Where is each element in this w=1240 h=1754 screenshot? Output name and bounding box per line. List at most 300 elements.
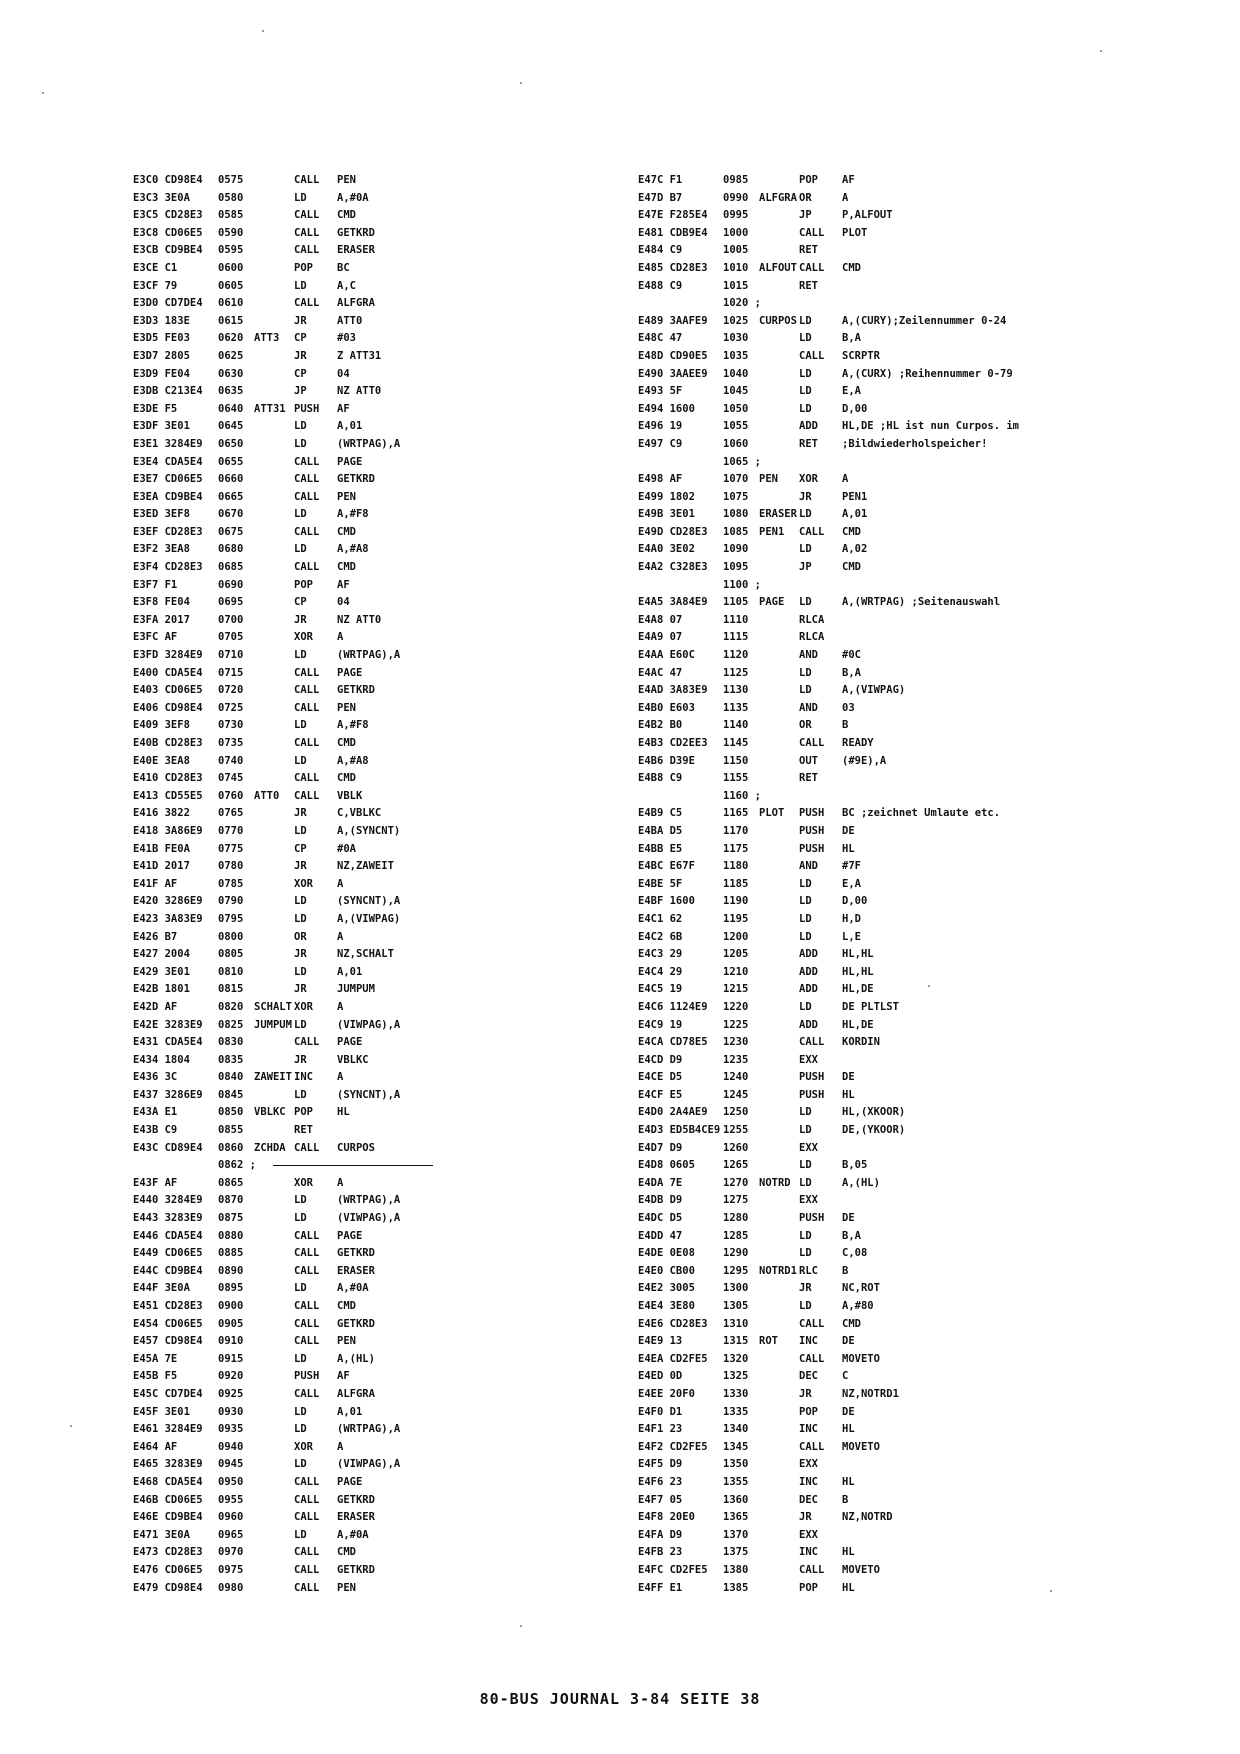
listing-address: E403 CD06E5 — [133, 684, 203, 697]
listing-row — [133, 1562, 603, 1580]
listing-opcode: JR — [294, 860, 307, 873]
listing-address: E43B C9 — [133, 1124, 178, 1137]
listing-line-number: 1325 — [723, 1370, 749, 1383]
listing-line-number: 1185 — [723, 877, 749, 890]
listing-operand: A — [337, 1176, 344, 1189]
listing-line-number: 1310 — [723, 1317, 749, 1330]
listing-address: E4FC CD2FE5 — [638, 1563, 708, 1576]
listing-line-number: 1035 — [723, 349, 749, 362]
listing-address: E3E7 CD06E5 — [133, 473, 203, 486]
listing-address: E44F 3E0A — [133, 1282, 190, 1295]
listing-row — [133, 1580, 603, 1598]
listing-opcode: CALL — [294, 209, 320, 222]
listing-line-number: 0625 — [218, 349, 244, 362]
listing-line-number: 0945 — [218, 1458, 244, 1471]
listing-opcode: CALL — [294, 1493, 320, 1506]
listing-address: E434 1804 — [133, 1053, 190, 1066]
listing-operand: ERASER — [337, 1264, 375, 1277]
listing-row — [638, 1157, 1128, 1175]
listing-operand: NZ,NOTRD — [842, 1511, 893, 1524]
listing-opcode: CALL — [294, 561, 320, 574]
listing-operand: CMD — [337, 209, 356, 222]
listing-label: ATT3 — [254, 332, 280, 345]
listing-address: E4ED 0D — [638, 1370, 683, 1383]
listing-row — [133, 401, 603, 419]
listing-address: E4D8 0605 — [638, 1159, 695, 1172]
listing-line-number: 1170 — [723, 824, 749, 837]
listing-address: E454 CD06E5 — [133, 1317, 203, 1330]
listing-address: E4C2 6B — [638, 930, 683, 943]
listing-opcode: CALL — [799, 226, 825, 239]
listing-address: E3DE F5 — [133, 402, 178, 415]
listing-operand: ATT0 — [337, 314, 363, 327]
listing-operand: NZ ATT0 — [337, 613, 382, 626]
listing-opcode: LD — [799, 385, 812, 398]
listing-address: E484 C9 — [638, 244, 683, 257]
listing-line-number: 1000 — [723, 226, 749, 239]
listing-operand: HL — [842, 1475, 855, 1488]
listing-operand: A,(CURX) ;Reihennummer 0-79 — [842, 367, 1013, 380]
listing-row — [133, 1034, 603, 1052]
listing-operand: PEN — [337, 174, 356, 186]
listing-line-number: 0875 — [218, 1212, 244, 1225]
listing-line-number: 0870 — [218, 1194, 244, 1207]
listing-opcode: JR — [799, 1282, 812, 1295]
listing-operand: B — [842, 1264, 849, 1277]
listing-line-number: 1320 — [723, 1352, 749, 1365]
listing-row — [133, 841, 603, 859]
listing-row — [638, 735, 1128, 753]
listing-row — [638, 770, 1128, 788]
listing-opcode: AND — [799, 701, 818, 714]
listing-opcode: LD — [294, 543, 307, 556]
listing-address: E4D3 ED5B4CE9 — [638, 1124, 721, 1137]
listing-line-number: 1155 — [723, 772, 749, 785]
listing-opcode: CALL — [799, 1317, 825, 1330]
listing-address: E3F7 F1 — [133, 578, 178, 591]
listing-address: E4CD D9 — [638, 1053, 683, 1066]
listing-opcode: PUSH — [799, 1212, 825, 1225]
listing-address: E4C4 29 — [638, 965, 683, 978]
listing-opcode: CALL — [294, 1247, 320, 1260]
listing-line-number: 0835 — [218, 1053, 244, 1066]
listing-row — [133, 1175, 603, 1193]
listing-opcode: JR — [799, 1511, 812, 1524]
listing-operand: A,02 — [842, 543, 868, 556]
listing-line-number: 0680 — [218, 543, 244, 556]
listing-opcode: CALL — [294, 666, 320, 679]
listing-address: E4EA CD2FE5 — [638, 1352, 708, 1365]
listing-operand: (WRTPAG),A — [337, 1423, 401, 1436]
listing-opcode: JP — [799, 561, 812, 574]
listing-line-number: 1160 ; — [723, 789, 761, 802]
listing-address: E3D7 2805 — [133, 349, 190, 362]
listing-row — [638, 1175, 1128, 1193]
listing-row — [133, 1333, 603, 1351]
listing-opcode: LD — [294, 279, 307, 292]
listing-address: E4A8 07 — [638, 613, 683, 626]
listing-operand: DE — [842, 1071, 855, 1084]
listing-row — [133, 1122, 603, 1140]
listing-line-number: 0975 — [218, 1563, 244, 1576]
listing-opcode: CALL — [294, 1387, 320, 1400]
listing-opcode: LD — [294, 508, 307, 521]
listing-label: ATT31 — [254, 402, 286, 415]
listing-row — [133, 1439, 603, 1457]
listing-line-number: 0640 — [218, 402, 244, 415]
listing-line-number: 1165 — [723, 807, 749, 820]
listing-line-number: 1150 — [723, 754, 749, 767]
scan-speck — [262, 30, 264, 32]
listing-opcode: LD — [799, 367, 812, 380]
listing-row — [638, 1017, 1128, 1035]
listing-operand: L,E — [842, 930, 861, 943]
listing-row — [133, 981, 603, 999]
listing-opcode: LD — [294, 824, 307, 837]
listing-opcode: XOR — [294, 1176, 313, 1189]
listing-line-number: 1265 — [723, 1159, 749, 1172]
listing-address: E3E1 3284E9 — [133, 437, 203, 450]
listing-operand: A,01 — [337, 1405, 363, 1418]
listing-row — [638, 1421, 1128, 1439]
listing-address: E4B3 CD2EE3 — [638, 737, 708, 749]
listing-operand: A,(HL) — [337, 1352, 375, 1365]
listing-operand: A,(HL) — [842, 1176, 880, 1189]
listing-line-number: 0730 — [218, 719, 244, 732]
listing-opcode: LD — [294, 1282, 307, 1295]
listing-operand: HL — [842, 1546, 855, 1559]
listing-operand: MOVETO — [842, 1440, 880, 1453]
listing-row — [133, 1052, 603, 1070]
listing-address: E413 CD55E5 — [133, 789, 203, 802]
listing-opcode: LD — [294, 1528, 307, 1541]
listing-opcode: LD — [799, 895, 812, 908]
scan-speck — [520, 82, 522, 84]
listing-operand: 03 — [842, 701, 855, 714]
listing-operand: #03 — [337, 332, 356, 345]
listing-opcode: EXX — [799, 1194, 818, 1207]
listing-row — [133, 876, 603, 894]
listing-line-number: 1230 — [723, 1036, 749, 1049]
listing-address: E3ED 3EF8 — [133, 508, 190, 521]
listing-opcode: CALL — [294, 1546, 320, 1559]
listing-operand: 04 — [337, 596, 350, 609]
listing-row — [638, 1210, 1128, 1228]
listing-opcode: LD — [799, 508, 812, 521]
listing-row — [133, 1368, 603, 1386]
scan-speck — [1100, 50, 1102, 52]
listing-row — [133, 858, 603, 876]
listing-row — [133, 665, 603, 683]
listing-operand: PLOT — [842, 226, 868, 239]
listing-operand: 04 — [337, 367, 350, 380]
listing-line-number: 0790 — [218, 895, 244, 908]
listing-address: E47E F285E4 — [638, 209, 708, 222]
listing-line-number: 1295 — [723, 1264, 749, 1277]
listing-opcode: CALL — [294, 1563, 320, 1576]
listing-operand: C — [842, 1370, 849, 1383]
listing-line-number: 1385 — [723, 1581, 749, 1594]
listing-address: E43F AF — [133, 1176, 178, 1189]
listing-address: E40E 3EA8 — [133, 754, 190, 767]
listing-opcode: POP — [799, 1405, 818, 1418]
listing-row — [133, 1404, 603, 1422]
listing-opcode: CALL — [294, 1335, 320, 1348]
listing-operand: HL,DE ;HL ist nun Curpos. im — [842, 420, 1020, 433]
listing-operand: HL — [842, 1423, 855, 1436]
listing-row — [133, 1316, 603, 1334]
listing-address: E3C0 CD98E4 — [133, 174, 203, 186]
listing-line-number: 0685 — [218, 561, 244, 574]
listing-opcode: JR — [799, 490, 812, 503]
listing-line-number: 0580 — [218, 191, 244, 204]
listing-address: E479 CD98E4 — [133, 1581, 203, 1594]
listing-line-number: 0885 — [218, 1247, 244, 1260]
listing-operand: PEN — [337, 1335, 356, 1348]
listing-operand: CMD — [337, 737, 356, 749]
listing-line-number: 0940 — [218, 1440, 244, 1453]
listing-operand: A,(WRTPAG) ;Seitenauswahl — [842, 596, 1001, 609]
listing-address: E3C3 3E0A — [133, 191, 190, 204]
listing-operand: A,(CURY);Zeilennummer 0-24 — [842, 314, 1007, 327]
listing-line-number: 1365 — [723, 1511, 749, 1524]
listing-row — [133, 823, 603, 841]
listing-address: E4D0 2A4AE9 — [638, 1106, 708, 1119]
listing-address: E3CE C1 — [133, 261, 178, 274]
listing-row — [638, 190, 1128, 208]
listing-opcode: LD — [294, 1352, 307, 1365]
listing-row — [133, 1509, 603, 1527]
listing-operand: AF — [337, 578, 350, 591]
listing-row — [638, 665, 1128, 683]
listing-line-number: 0795 — [218, 912, 244, 925]
listing-row — [133, 1157, 603, 1175]
listing-operand: (VIWPAG),A — [337, 1458, 401, 1471]
listing-line-number: 1115 — [723, 631, 749, 644]
listing-line-number: 0700 — [218, 613, 244, 626]
listing-operand: NZ,SCHALT — [337, 948, 394, 961]
listing-line-number: 1245 — [723, 1088, 749, 1101]
listing-line-number: 0845 — [218, 1088, 244, 1101]
listing-address: E3F8 FE04 — [133, 596, 190, 609]
listing-row — [133, 893, 603, 911]
listing-line-number: 0760 — [218, 789, 244, 802]
listing-operand: A,(VIWPAG) — [842, 684, 906, 697]
listing-row — [133, 1544, 603, 1562]
listing-opcode: LD — [294, 965, 307, 978]
listing-row — [638, 1439, 1128, 1457]
listing-row — [638, 559, 1128, 577]
listing-operand: (WRTPAG),A — [337, 437, 401, 450]
listing-opcode: POP — [294, 1106, 313, 1119]
scan-speck — [70, 1425, 72, 1427]
listing-opcode: OUT — [799, 754, 818, 767]
listing-opcode: ADD — [799, 965, 818, 978]
listing-line-number: 1005 — [723, 244, 749, 257]
listing-operand: PEN1 — [842, 490, 868, 503]
listing-address: E471 3E0A — [133, 1528, 190, 1541]
listing-opcode: CALL — [294, 789, 320, 802]
listing-row — [133, 946, 603, 964]
listing-row — [133, 647, 603, 665]
listing-operand: A,C — [337, 279, 356, 292]
listing-address: E446 CDA5E4 — [133, 1229, 203, 1242]
listing-opcode: LD — [294, 1423, 307, 1436]
listing-operand: AF — [337, 1370, 350, 1383]
listing-line-number: 0880 — [218, 1229, 244, 1242]
listing-line-number: 0720 — [218, 684, 244, 697]
listing-address: E443 3283E9 — [133, 1212, 203, 1225]
listing-address: E4C9 19 — [638, 1018, 683, 1031]
listing-opcode: INC — [799, 1335, 818, 1348]
listing-row — [133, 471, 603, 489]
listing-row — [638, 454, 1128, 472]
listing-opcode: CALL — [294, 1511, 320, 1524]
listing-row — [133, 753, 603, 771]
listing-row — [133, 1140, 603, 1158]
listing-operand: MOVETO — [842, 1352, 880, 1365]
listing-operand: A,#F8 — [337, 719, 369, 732]
listing-operand: CMD — [337, 1300, 356, 1312]
listing-operand: GETKRD — [337, 473, 375, 486]
listing-address: E4B2 B0 — [638, 719, 683, 732]
listing-operand: HL,(XKOOR) — [842, 1106, 906, 1119]
listing-row — [638, 841, 1128, 859]
listing-opcode: CALL — [294, 174, 320, 186]
listing-line-number: 0890 — [218, 1264, 244, 1277]
listing-row — [133, 717, 603, 735]
listing-operand: D,00 — [842, 895, 868, 908]
listing-line-number: 0660 — [218, 473, 244, 486]
listing-operand: B,A — [842, 1229, 861, 1242]
listing-operand: A — [337, 1071, 344, 1084]
listing-line-number: 0775 — [218, 842, 244, 855]
listing-opcode: LD — [799, 314, 812, 327]
listing-address: E4A2 C328E3 — [638, 561, 708, 574]
listing-address: E3F2 3EA8 — [133, 543, 190, 556]
listing-operand: E,A — [842, 385, 861, 398]
listing-operand: PAGE — [337, 1036, 363, 1049]
listing-address: E48C 47 — [638, 332, 683, 345]
listing-operand: NZ,ZAWEIT — [337, 860, 394, 873]
listing-line-number: 0735 — [218, 737, 244, 749]
listing-operand: C,08 — [842, 1247, 868, 1260]
listing-row — [133, 172, 603, 190]
listing-line-number: 1080 — [723, 508, 749, 521]
listing-line-number: 0900 — [218, 1300, 244, 1312]
listing-row — [638, 207, 1128, 225]
listing-line-number: 0615 — [218, 314, 244, 327]
listing-row — [133, 489, 603, 507]
listing-line-number: 1085 — [723, 525, 749, 538]
listing-opcode: CALL — [294, 1141, 320, 1154]
listing-row — [638, 647, 1128, 665]
listing-address: E4D7 D9 — [638, 1141, 683, 1154]
scan-speck — [928, 985, 930, 987]
listing-line-number: 0575 — [218, 174, 244, 186]
listing-row — [638, 964, 1128, 982]
listing-address: E4F5 D9 — [638, 1458, 683, 1471]
listing-label: PEN1 — [759, 525, 785, 538]
listing-line-number: 1100 ; — [723, 578, 761, 591]
listing-line-number: 1065 ; — [723, 455, 761, 468]
listing-row — [638, 700, 1128, 718]
listing-address: E468 CDA5E4 — [133, 1475, 203, 1488]
listing-address: E44C CD9BE4 — [133, 1264, 203, 1277]
listing-row — [638, 1368, 1128, 1386]
listing-address: E440 3284E9 — [133, 1194, 203, 1207]
listing-operand: DE — [842, 1212, 855, 1225]
listing-operand: VBLK — [337, 789, 363, 802]
listing-opcode: LD — [294, 191, 307, 204]
listing-row — [133, 1386, 603, 1404]
listing-line-number: 0785 — [218, 877, 244, 890]
listing-opcode: LD — [294, 1194, 307, 1207]
listing-operand: A,01 — [337, 965, 363, 978]
listing-address: E49D CD28E3 — [638, 525, 708, 538]
listing-row — [638, 1298, 1128, 1316]
listing-line-number: 1250 — [723, 1106, 749, 1119]
listing-address: E3DF 3E01 — [133, 420, 190, 433]
listing-address: E4F2 CD2FE5 — [638, 1440, 708, 1453]
listing-operand: A,#F8 — [337, 508, 369, 521]
listing-row — [638, 471, 1128, 489]
listing-line-number: 1375 — [723, 1546, 749, 1559]
listing-line-number: 0665 — [218, 490, 244, 503]
listing-line-number: 0600 — [218, 261, 244, 274]
listing-line-number: 0655 — [218, 455, 244, 468]
listing-opcode: AND — [799, 860, 818, 873]
listing-line-number: 1105 — [723, 596, 749, 609]
listing-line-number: 0920 — [218, 1370, 244, 1383]
listing-line-number: 0820 — [218, 1000, 244, 1013]
listing-address: E427 2004 — [133, 948, 190, 961]
listing-row — [638, 1280, 1128, 1298]
listing-opcode: POP — [294, 261, 313, 274]
listing-address: E4FA D9 — [638, 1528, 683, 1541]
listing-line-number: 0935 — [218, 1423, 244, 1436]
listing-opcode: PUSH — [799, 1088, 825, 1101]
listing-label: NOTRD1 — [759, 1264, 797, 1277]
listing-line-number: 1340 — [723, 1423, 749, 1436]
listing-opcode: INC — [799, 1423, 818, 1436]
listing-row — [133, 1228, 603, 1246]
listing-address: E42E 3283E9 — [133, 1018, 203, 1031]
listing-line-number: 0590 — [218, 226, 244, 239]
listing-row — [638, 1562, 1128, 1580]
listing-line-number: 0970 — [218, 1546, 244, 1559]
listing-operand: NZ,NOTRD1 — [842, 1387, 899, 1400]
listing-address: E47D B7 — [638, 191, 683, 204]
listing-opcode: CALL — [294, 490, 320, 503]
listing-operand: (SYNCNT),A — [337, 1088, 401, 1101]
listing-address: E400 CDA5E4 — [133, 666, 203, 679]
listing-opcode: CALL — [294, 1229, 320, 1242]
listing-row — [133, 1263, 603, 1281]
listing-row — [133, 999, 603, 1017]
listing-opcode: CALL — [294, 297, 320, 310]
listing-line-number: 0630 — [218, 367, 244, 380]
listing-line-number: 0830 — [218, 1036, 244, 1049]
listing-row — [638, 805, 1128, 823]
listing-address: E45B F5 — [133, 1370, 178, 1383]
listing-opcode: RET — [799, 437, 818, 450]
listing-operand: GETKRD — [337, 1317, 375, 1330]
listing-row — [638, 1228, 1128, 1246]
listing-address: E4BF 1600 — [638, 895, 695, 908]
listing-line-number: 0620 — [218, 332, 244, 345]
page-footer: 80-BUS JOURNAL 3-84 SEITE 38 — [479, 1690, 761, 1708]
